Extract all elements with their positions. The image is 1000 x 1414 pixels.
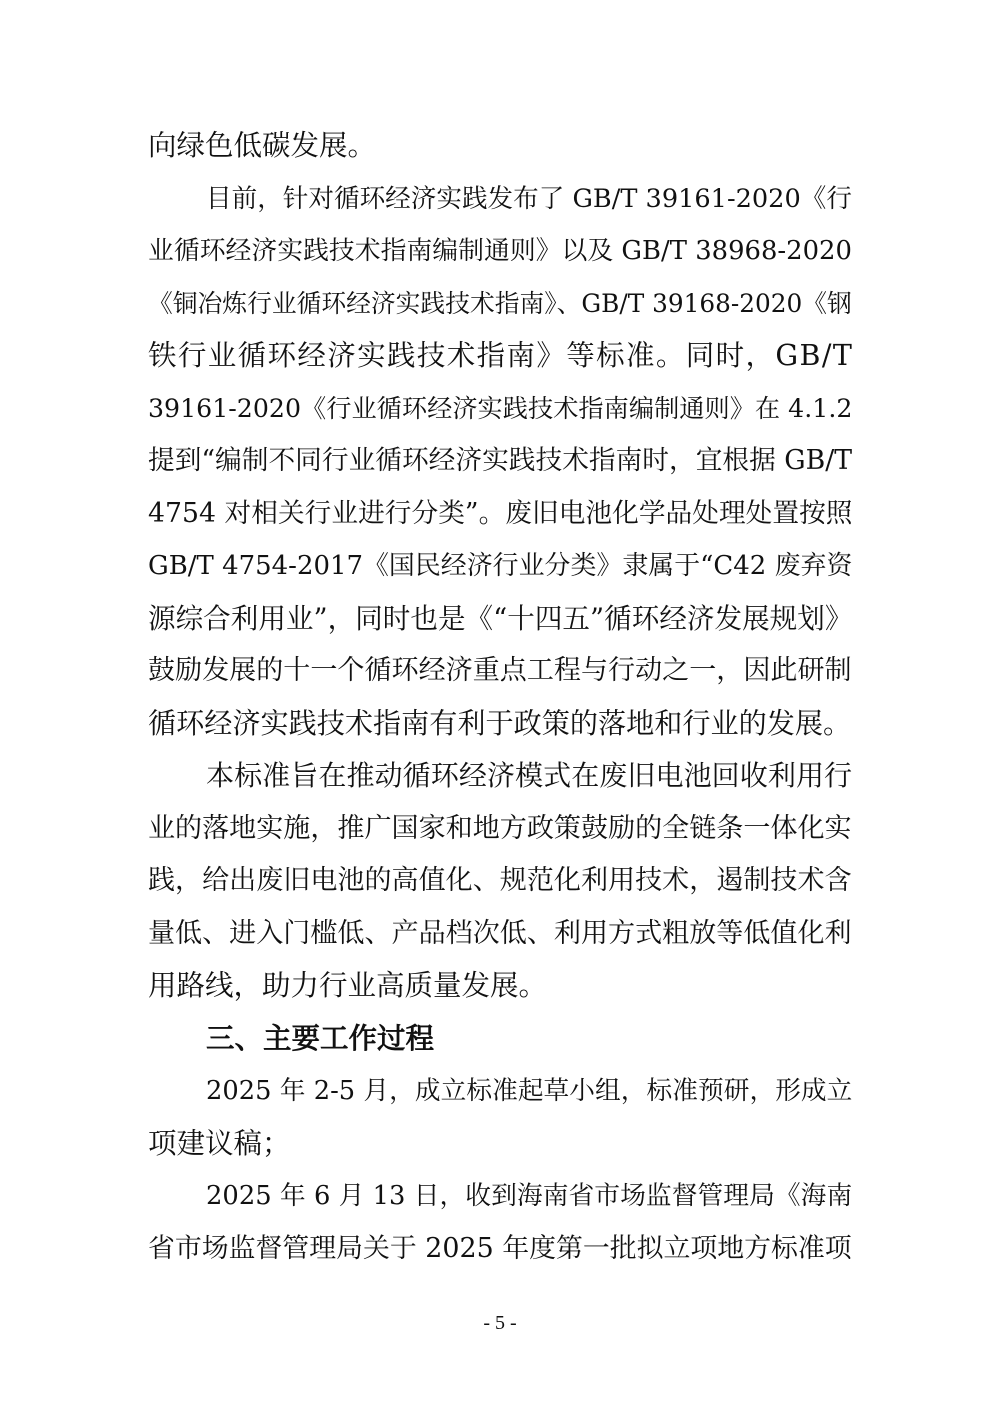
text-line: 业的落地实施，推广国家和地方政策鼓励的全链条一体化实 [148,812,852,844]
paragraph-first-line: 本标准旨在推动循环经济模式在废旧电池回收利用行 [206,759,853,792]
text-line: 用路线，助力行业高质量发展。 [148,969,548,1002]
section-heading: 三、主要工作过程 [206,1021,435,1055]
text-line: 业循环经济实践技术指南编制通则》以及 GB/T 38968-2020 [148,236,852,266]
paragraph-first-line: 目前，针对循环经济实践发布了 GB/T 39161-2020《行 [206,183,852,214]
page-number: - 5 - [483,1312,517,1334]
text-line: 向绿色低碳发展。 [148,129,377,162]
text-line: 践，给出废旧电池的高值化、规范化利用技术，遏制技术含 [148,865,852,896]
text-line: 《铜冶炼行业循环经济实践技术指南》、GB/T 39168-2020《钢 [148,288,852,318]
text-line: 提到“编制不同行业循环经济实践技术指南时，宜根据 GB/T [148,445,853,476]
paragraph-first-line: 2025 年 6 月 13 日，收到海南省市场监督管理局《海南 [206,1181,853,1211]
text-line: 量低、进入门槛低、产品档次低、利用方式粗放等低值化利 [148,917,852,949]
text-line: GB/T 4754-2017《国民经济行业分类》隶属于“C42 废弃资 [148,551,853,581]
text-line: 循环经济实践技术指南有利于政策的落地和行业的发展。 [148,706,852,740]
text-line: 铁行业循环经济实践技术指南》等标准。同时，GB/T [148,339,854,372]
paragraph-first-line: 2025 年 2-5 月，成立标准起草小组，标准预研，形成立 [206,1076,853,1106]
text-line: 4754 对相关行业进行分类”。废旧电池化学品处理处置按照 [148,497,853,529]
text-line: 39161-2020《行业循环经济实践技术指南编制通则》在 4.1.2 [148,393,853,423]
document-body [148,120,852,1275]
text-line: 项建议稿； [148,1126,291,1160]
text-line: 源综合利用业”，同时也是《“十四五”循环经济发展规划》 [148,602,853,635]
text-line: 省市场监督管理局关于 2025 年度第一批拟立项地方标准项 [148,1232,852,1264]
text-line: 鼓励发展的十一个循环经济重点工程与行动之一，因此研制 [148,655,852,686]
